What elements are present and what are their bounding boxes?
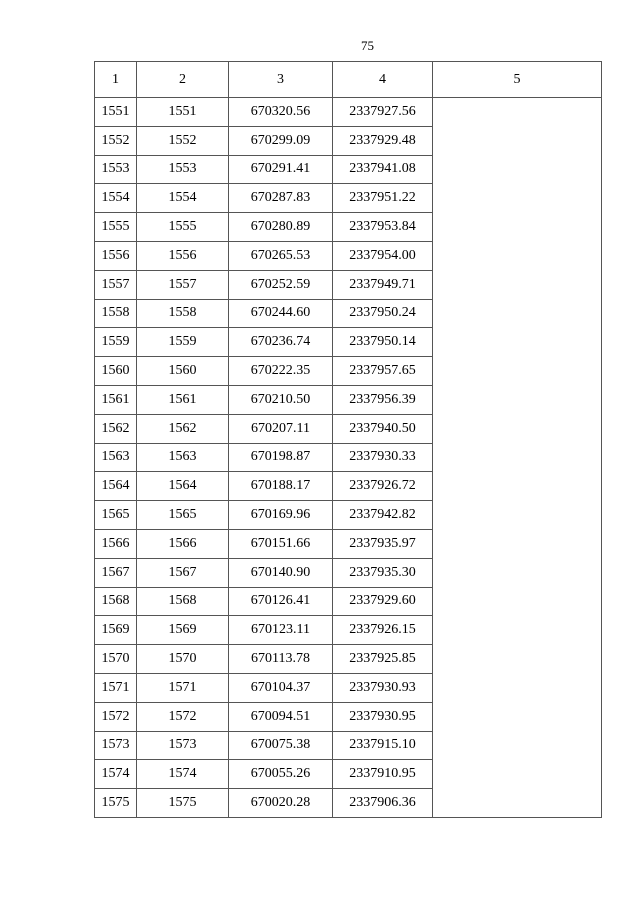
point-id-cell: 1572 [137, 702, 229, 731]
y-coordinate-cell: 2337926.15 [333, 616, 433, 645]
point-number-cell: 1571 [95, 673, 137, 702]
point-id-cell: 1567 [137, 558, 229, 587]
x-coordinate-cell: 670198.87 [229, 443, 333, 472]
x-coordinate-cell: 670104.37 [229, 673, 333, 702]
point-number-cell: 1558 [95, 299, 137, 328]
point-number-cell: 1553 [95, 155, 137, 184]
x-coordinate-cell: 670151.66 [229, 529, 333, 558]
point-id-cell: 1562 [137, 414, 229, 443]
table-body [95, 98, 602, 818]
header-cell-2: 2 [137, 62, 229, 98]
y-coordinate-cell: 2337942.82 [333, 501, 433, 530]
y-coordinate-cell: 2337915.10 [333, 731, 433, 760]
y-coordinate-cell: 2337951.22 [333, 184, 433, 213]
y-coordinate-cell: 2337930.33 [333, 443, 433, 472]
y-coordinate-cell: 2337929.60 [333, 587, 433, 616]
point-number-cell: 1555 [95, 213, 137, 242]
point-id-cell: 1574 [137, 760, 229, 789]
x-coordinate-cell: 670123.11 [229, 616, 333, 645]
point-id-cell: 1575 [137, 789, 229, 818]
x-coordinate-cell: 670320.56 [229, 98, 333, 127]
x-coordinate-cell: 670265.53 [229, 241, 333, 270]
x-coordinate-cell: 670287.83 [229, 184, 333, 213]
point-id-cell: 1556 [137, 241, 229, 270]
y-coordinate-cell: 2337953.84 [333, 213, 433, 242]
x-coordinate-cell: 670020.28 [229, 789, 333, 818]
point-id-cell: 1560 [137, 357, 229, 386]
point-id-cell: 1566 [137, 529, 229, 558]
x-coordinate-cell: 670094.51 [229, 702, 333, 731]
y-coordinate-cell: 2337954.00 [333, 241, 433, 270]
x-coordinate-cell: 670244.60 [229, 299, 333, 328]
table-header [95, 62, 602, 98]
x-coordinate-cell: 670222.35 [229, 357, 333, 386]
y-coordinate-cell: 2337935.97 [333, 529, 433, 558]
header-cell-1: 1 [95, 62, 137, 98]
y-coordinate-cell: 2337930.95 [333, 702, 433, 731]
x-coordinate-cell: 670210.50 [229, 385, 333, 414]
y-coordinate-cell: 2337910.95 [333, 760, 433, 789]
point-number-cell: 1565 [95, 501, 137, 530]
point-number-cell: 1564 [95, 472, 137, 501]
point-id-cell: 1555 [137, 213, 229, 242]
y-coordinate-cell: 2337926.72 [333, 472, 433, 501]
header-cell-3: 3 [229, 62, 333, 98]
x-coordinate-cell: 670291.41 [229, 155, 333, 184]
x-coordinate-cell: 670075.38 [229, 731, 333, 760]
x-coordinate-cell: 670113.78 [229, 645, 333, 674]
point-id-cell: 1568 [137, 587, 229, 616]
point-id-cell: 1570 [137, 645, 229, 674]
y-coordinate-cell: 2337940.50 [333, 414, 433, 443]
point-number-cell: 1557 [95, 270, 137, 299]
point-number-cell: 1551 [95, 98, 137, 127]
point-number-cell: 1568 [95, 587, 137, 616]
point-id-cell: 1552 [137, 126, 229, 155]
x-coordinate-cell: 670126.41 [229, 587, 333, 616]
y-coordinate-cell: 2337927.56 [333, 98, 433, 127]
header-cell-5: 5 [433, 62, 602, 98]
point-id-cell: 1571 [137, 673, 229, 702]
x-coordinate-cell: 670252.59 [229, 270, 333, 299]
point-number-cell: 1574 [95, 760, 137, 789]
point-number-cell: 1569 [95, 616, 137, 645]
point-id-cell: 1557 [137, 270, 229, 299]
x-coordinate-cell: 670188.17 [229, 472, 333, 501]
point-number-cell: 1556 [95, 241, 137, 270]
x-coordinate-cell: 670299.09 [229, 126, 333, 155]
y-coordinate-cell: 2337935.30 [333, 558, 433, 587]
y-coordinate-cell: 2337906.36 [333, 789, 433, 818]
table-row [95, 98, 602, 127]
y-coordinate-cell: 2337949.71 [333, 270, 433, 299]
x-coordinate-cell: 670280.89 [229, 213, 333, 242]
point-id-cell: 1563 [137, 443, 229, 472]
x-coordinate-cell: 670236.74 [229, 328, 333, 357]
point-number-cell: 1552 [95, 126, 137, 155]
point-id-cell: 1565 [137, 501, 229, 530]
point-number-cell: 1563 [95, 443, 137, 472]
point-number-cell: 1561 [95, 385, 137, 414]
point-number-cell: 1560 [95, 357, 137, 386]
y-coordinate-cell: 2337950.24 [333, 299, 433, 328]
point-number-cell: 1559 [95, 328, 137, 357]
point-id-cell: 1569 [137, 616, 229, 645]
x-coordinate-cell: 670055.26 [229, 760, 333, 789]
point-number-cell: 1573 [95, 731, 137, 760]
point-number-cell: 1562 [95, 414, 137, 443]
point-id-cell: 1554 [137, 184, 229, 213]
y-coordinate-cell: 2337941.08 [333, 155, 433, 184]
point-number-cell: 1572 [95, 702, 137, 731]
point-id-cell: 1553 [137, 155, 229, 184]
y-coordinate-cell: 2337957.65 [333, 357, 433, 386]
y-coordinate-cell: 2337925.85 [333, 645, 433, 674]
point-id-cell: 1573 [137, 731, 229, 760]
y-coordinate-cell: 2337950.14 [333, 328, 433, 357]
notes-cell [433, 98, 602, 818]
point-id-cell: 1561 [137, 385, 229, 414]
x-coordinate-cell: 670140.90 [229, 558, 333, 587]
page-number: 75 [361, 38, 374, 53]
header-cell-4: 4 [333, 62, 433, 98]
point-number-cell: 1554 [95, 184, 137, 213]
y-coordinate-cell: 2337929.48 [333, 126, 433, 155]
point-id-cell: 1564 [137, 472, 229, 501]
point-id-cell: 1558 [137, 299, 229, 328]
coordinates-table [94, 61, 602, 818]
point-id-cell: 1559 [137, 328, 229, 357]
x-coordinate-cell: 670169.96 [229, 501, 333, 530]
x-coordinate-cell: 670207.11 [229, 414, 333, 443]
y-coordinate-cell: 2337956.39 [333, 385, 433, 414]
header-row [95, 62, 602, 98]
point-number-cell: 1567 [95, 558, 137, 587]
y-coordinate-cell: 2337930.93 [333, 673, 433, 702]
point-number-cell: 1570 [95, 645, 137, 674]
point-number-cell: 1566 [95, 529, 137, 558]
point-number-cell: 1575 [95, 789, 137, 818]
point-id-cell: 1551 [137, 98, 229, 127]
